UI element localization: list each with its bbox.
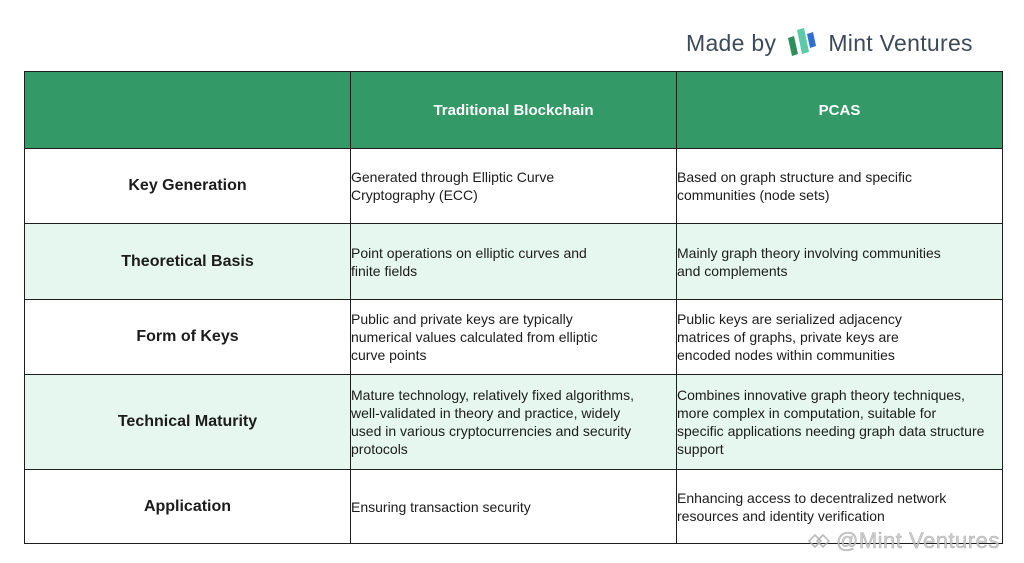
traditional-cell (351, 375, 677, 470)
row-label-technical-maturity: Technical Maturity (25, 375, 351, 470)
cell-line: protocols (351, 441, 408, 457)
table-row (25, 224, 1003, 300)
cell-line: Based on graph structure and specific (677, 169, 913, 185)
company-name: Mint Ventures (828, 29, 973, 56)
cell-line: support (677, 441, 724, 457)
header-empty-cell (25, 72, 351, 149)
row-label-application: Application (25, 470, 351, 544)
watermark-text: @Mint Ventures (836, 528, 1000, 553)
mint-ventures-logo-icon (786, 26, 818, 60)
traditional-cell (351, 300, 677, 375)
cell-line: Mainly graph theory involving communities (677, 244, 941, 261)
diamond-logo-icon (806, 531, 832, 551)
made-by-text: Made by (686, 29, 777, 56)
row-label-theoretical-basis: Theoretical Basis (25, 224, 351, 300)
traditional-cell (351, 470, 677, 544)
cell-line: resources and identity verification (677, 507, 885, 524)
table-row (25, 375, 1003, 470)
table-row (25, 300, 1003, 375)
cell-line: matrices of graphs, private keys are (677, 329, 899, 345)
pcas-cell (677, 224, 1003, 300)
cell-line: Ensuring transaction security (351, 498, 531, 515)
pcas-cell (677, 375, 1003, 470)
comparison-table (24, 71, 1003, 544)
cell-line: more complex in computation, suitable for (677, 405, 937, 421)
header-pcas: PCAS (677, 72, 1003, 149)
cell-line: communities (node sets) (677, 187, 830, 203)
watermark (806, 528, 1000, 554)
cell-line: Public and private keys are typically (351, 311, 573, 327)
cell-line: Point operations on elliptic curves and (351, 244, 587, 261)
branding-header (686, 26, 973, 60)
table-header-row (25, 72, 1003, 149)
cell-line: curve points (351, 347, 427, 363)
header-traditional-blockchain: Traditional Blockchain (351, 72, 677, 149)
cell-line: Enhancing access to decentralized network (677, 489, 947, 506)
cell-line: Public keys are serialized adjacency (677, 311, 902, 327)
cell-line: numerical values calculated from elliptic (351, 329, 598, 345)
cell-line: encoded nodes within communities (677, 347, 895, 363)
cell-line: and complements (677, 262, 788, 279)
cell-line: Generated through Elliptic Curve (351, 169, 555, 185)
row-label-key-generation: Key Generation (25, 149, 351, 224)
row-label-form-of-keys: Form of Keys (25, 300, 351, 375)
pcas-cell (677, 149, 1003, 224)
cell-line: well-validated in theory and practice, widely (351, 405, 621, 421)
cell-line: Cryptography (ECC) (351, 187, 478, 203)
cell-line: specific applications needing graph data structure (677, 423, 985, 439)
traditional-cell (351, 224, 677, 300)
cell-line: Combines innovative graph theory techniques, (677, 387, 965, 403)
cell-line: used in various cryptocurrencies and security (351, 423, 632, 439)
traditional-cell (351, 149, 677, 224)
cell-line: finite fields (351, 262, 418, 279)
pcas-cell (677, 300, 1003, 375)
cell-line: Mature technology, relatively fixed algorithms, (351, 387, 634, 403)
table-row (25, 149, 1003, 224)
